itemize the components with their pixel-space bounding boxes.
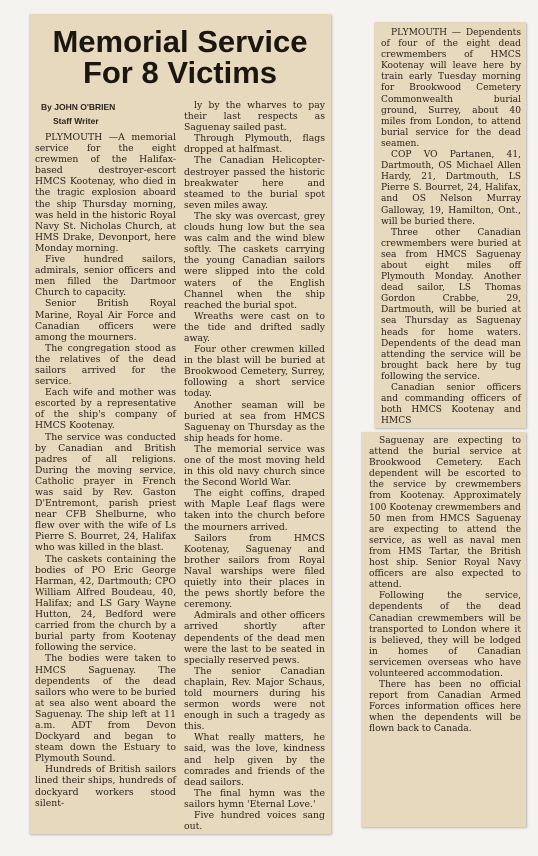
article-column-2 <box>184 100 325 832</box>
headline: Memorial Service For 8 Victims <box>52 24 308 90</box>
article-body-col2 <box>184 100 325 832</box>
paragraph: Following the service, dependents of the dead Canadian crewmembers will be transported to London where it is believed, they will be lodged in homes of Canadian servicemen overseas who have volunteered accommodation. <box>369 591 521 679</box>
paragraph: Canadian senior officers and commanding officers of both HMCS Kootenay and HMCS <box>381 383 521 427</box>
paragraph: Through Plymouth, flags dropped at halfmast. <box>184 133 325 156</box>
article-body-col1 <box>35 132 176 809</box>
paragraph: The final hymn was the sailors hymn 'Eternal Love.' <box>184 787 325 810</box>
byline-role: Staff Writer <box>53 116 99 126</box>
paragraph: Each wife and mother was escorted by a representative of the ship's company of HMCS Kootenay. <box>35 387 176 432</box>
paragraph: The sky was overcast, grey clouds hung low but the sea was calm and the wind blew softly. The caskets carrying the young Canadian sailors were slipped into the cold waters of the English Channel when the ship reached the burial spot. <box>184 210 325 311</box>
paragraph: The memorial service was one of the most moving held in this old navy church since the Second World War. <box>184 443 325 489</box>
paragraph: The Canadian Helicopter-destroyer passed the historic breakwater here and steamed to the burial spot seven miles away. <box>184 155 325 211</box>
paragraph: Another seaman will be buried at sea from HMCS Saguenay on Thursday as the ship heads for home. <box>184 399 325 444</box>
sidebar-clipping-bottom <box>361 432 526 827</box>
paragraph: What really matters, he said, was the love, kindness and help given by the comrades and friends of the dead sailors. <box>184 732 325 788</box>
paragraph: Five hundred sailors, admirals, senior officers and men filled the Dartmoor Church to capacity. <box>35 254 176 299</box>
sidebar-clipping-bottom-body <box>369 436 521 736</box>
paragraph: COP VO Partanen, 41, Dartmouth, OS Michael Allen Hardy, 21, Dartmouth, LS Pierre S. Bourret, 24, Halifax, and OS Nelson Murray Galloway, 19, Hamilton, Ont., will be buried there. <box>381 150 521 227</box>
article-column-1 <box>35 100 176 832</box>
paragraph: Wreaths were cast on to the tide and drifted sadly away. <box>184 310 325 344</box>
byline: By JOHN O'BRIEN <box>41 102 116 112</box>
paragraph: PLYMOUTH —A memorial service for the eight crewmen of the Halifax-based destroyer-escort HMCS Kootenay, who died in the tragic explosion aboard the ship Thursday morning, was held in the historic Royal Navy St. Nicholas Church, at HMS Drake, Devonport, here Monday morning. <box>35 132 176 254</box>
paragraph: The senior Canadian chaplain, Rev. Major Schaus, told mourners during his sermon words were not enough in such a tragedy as this. <box>184 665 325 733</box>
paragraph: Four other crewmen killed in the blast will be buried at Brookwood Cemetery, Surrey, following a short service today. <box>184 344 325 400</box>
paragraph: Admirals and other officers arrived shortly after dependents of the dead men were the last to be seated in specially reserved pews. <box>184 610 325 666</box>
main-article-clipping <box>29 14 331 834</box>
paragraph: Three other Canadian crewmembers were buried at sea from HMCS Saguenay about eight miles off Plymouth Monday. Another dead sailor, LS Thomas Gordon Crabbe, 29, Dartmouth, will be buried at sea Thursday as Saguenay heads for home waters. Dependents of the dead man attending the service will be brought back here by tug following the service. <box>381 227 521 382</box>
paragraph: Sailors from HMCS Kootenay, Saguenay and brother sailors from Royal Naval warships were filed quietly into their places in the pews shortly before the ceremony. <box>184 532 325 611</box>
paragraph: There has been no official report from Canadian Armed Forces information offices here when the dependents will be flown back to Canada. <box>369 680 521 735</box>
paragraph: ly by the wharves to pay their last respects as Saguenay sailed past. <box>184 100 325 134</box>
paragraph: PLYMOUTH — Dependents of four of the eight dead crewmembers of HMCS Kootenay will leave here by train early Tuesday morning for Brookwood Cemetery Commonwealth burial ground, Surrey, about 40 miles from London, to attend burial service for the dead seamen. <box>381 28 521 149</box>
paragraph: The congregation stood as the relatives of the dead sailors arrived for the service. <box>35 342 176 388</box>
paragraph: Hundreds of British sailors lined their ships, hundreds of dockyard workers stood silent- <box>35 764 176 809</box>
paragraph: Senior British Royal Marine, Royal Air Force and Canadian officers were among the mourners. <box>35 298 176 343</box>
paragraph: The eight coffins, draped with Maple Leaf flags were taken into the church before the mourners arrived. <box>184 488 325 533</box>
sidebar-clipping-top-body <box>381 28 521 427</box>
paragraph: Five hundred voices sang out. <box>184 810 325 833</box>
sidebar-clipping-top <box>374 22 526 428</box>
paragraph: The service was conducted by Canadian and British padres of all religions. During the moving service, Catholic prayer in French was said by Rev. Gaston D'Entremont, parish priest near CFB Shelburne, who flew over with the wife of Ls Pierre S. Bourret, 24, Halifax who was killed in the blast. <box>35 431 176 554</box>
paragraph: The bodies were taken to HMCS Saguenay. The dependents of the dead sailors who were to be buried at sea also went aboard the Saguenay. The ship left at 11 a.m. ADT from Devon Dockyard and began to steam down the Estuary to Plymouth Sound. <box>35 653 176 765</box>
paragraph: The caskets containing the bodies of PO Eric George Harman, 42, Dartmouth; CPO William Alfred Boudeau, 40, Halifax; and LS Gary Wayne Hutton, 24, Bedford were carried from the church by a burial party from Kootenay following the service. <box>35 553 176 654</box>
paragraph: Saguenay are expecting to attend the burial service at Brookwood Cemetery. Each dependent will be escorted to the service by crewmembers from Kootenay. Approximately 100 Kootenay crewmembers and 50 men from HMCS Saguenay are expecting to attend the service, as well as naval men from HMS Tartar, the British host ship. Senior Royal Navy officers are also expected to attend. <box>369 436 521 591</box>
